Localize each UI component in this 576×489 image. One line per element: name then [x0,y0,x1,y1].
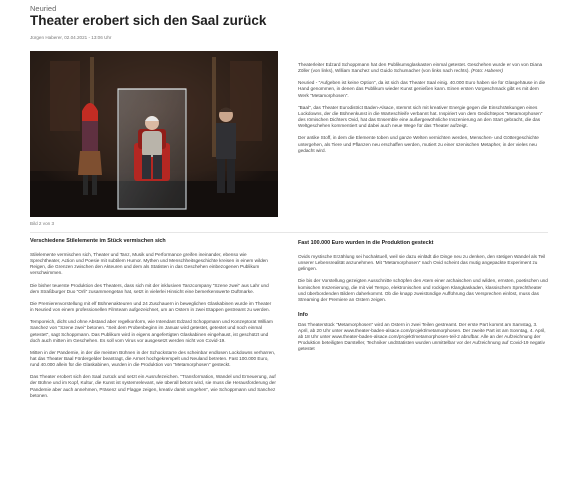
info-paragraph: Das Theaterstück "Metamorphosen" wird an Ostern in zwei Teilen gestreamt. Der erste Part kommt am Samstag, 3. April, ab 20 Uhr unter www.theater-baden-alsace.com/projekt/metamorphosen. Der zweite Part ist am Sonntag, 4. April, ab 18 Uhr unter www.theater-baden-alsace.com/projekt/metamorphosen-teil-2 abrufbar. Alle an der Aufzeichnung der Produktion beteiligten Darsteller, Techniker undStatisten wurden unmittelbar vor der Aufzeichnung auf Covid-19 negativ getestet [298,321,546,352]
left-article-column [30,238,276,405]
intro-paragraph-1: Neuried - "Aufgeben ist keine Option", da ist sich das Theater Saal einig. 40.000 Euro haben sie für Glasgehäuse in die Hand genommen, in denen das Publikum wieder Kunst genießen kann. Einen ersten Vorgeschmack gibt es mit dem Werk "Metamorphosen". [298,80,546,98]
body-paragraph: Temporeich, dicht und ohne Abstand aber regelkonform, wie Intendant Edzard Schoppmann und Konzeptorat William Sanchez von "Szene zwei" betonen. "Seit dem Probenbeginn im Januar wird getestet, getestet und noch einmal getestet", sagt Schoppmann. Das Publikum wird in eigens angefertigten Glaskabinen eingehaust, ist geschützt und doch auch mitten im Geschehen. Es soll vom Virus vor ausgesetzt werden nicht von Covid-19. [30,319,273,343]
article-photo[interactable] [30,51,278,217]
stage-photo-illustration [30,51,278,217]
intro-paragraph-3: Der antike Stoff, in dem die Elemente toben und ganze Welten vernichten werden, Menschen- und Göttergeschichte untergehen, als Tiere und Pflanzen neu erschaffen werden, mutiert zu einer szenischen Metapher, in der vieles neu gedacht wird. [298,135,539,153]
body-paragraph: Mitten in der Pandemie, in der die meisten Bühnen in der Schockstarre des scheinbar endlosen Lockdowns verharren, hat das Theater Baal Fördergelder beantragt, die Armet hochgekrempelt und Neuland betreten. Fast 100.000 Euro, rund 40.000 allein für die Glaskabinen, wurden in die Produktion von "Metamorphosen" gesteckt. [30,349,276,368]
body-paragraph: Die Premierenvorstellung mit elf Bühnenakteuren und 24 Zuschauern in beweglichen Glaskabinen wurde im Theater in Neuried von einem professionellen Filmteam aufgezeichnet, um an Ostern in zwei Etappen gestreamt zu werden. [30,300,272,313]
right-article-column [298,240,548,359]
body-paragraph: Die bisher teuerste Produktion des Theaters, dass sich mit der inklusiven Tanzcompany "Szene zwei" aus Lahr und dem Straßburger Duo "Orli" zusammengetan hat, setzt in vielerlei Hinsicht eine bemerkenswerte Duftmarke. [30,282,269,294]
image-counter: Bild 2 von 3 [30,221,55,226]
section-divider [30,232,548,233]
body-paragraph: Stilelemente vermischen sich, Theater und Tanz, Musik und Performance greifen ineinander, ebenso wie Sprechtheater, Action und Poesie mit subtilem Humor. Mythen und Menschheitsgeschichte kreisen in einem wilden Reigen, die Grenzen zwischen den Akteuren und dem als Statisten in das Geschehen einbezogenen Publikum verschwimmen. [30,252,268,276]
article-byline: Jürgen Haberer, 02.04.2021 - 13:06 Uhr [30,35,112,40]
body-paragraph: Ovids mystische Erzählung sei hochaktuell, weil sie dazu einlädt die Dinge neu zu denken, den stetigen Wandel als Teil unserer Lebensrealität anzunehmen. Mit "Metamorphosen" nach Ovid scheint das mutig angepackte Experiment zu gelingen. [298,254,546,272]
photo-caption-text: Theaterleiter Edzard Schoppmann hat den Publikumsglaskasten einmal getestet. Geschehen wurde er von von Diana Zöller (von links), William Sanchez und Guido Schumacher (von links nach rechts). [298,62,543,74]
section-heading-left: Verschiedene Stilelemente im Stück vermischen sich [30,238,166,244]
intro-column [298,62,548,160]
section-heading-right: Fast 100.000 Euro wurden in die Produktion gesteckt [298,240,434,246]
body-paragraph: Das Theater erobert sich den Saal zurück und setzt ein Ausrufezeichen. "Transformation, Wandel und Erneuerung, auf der Bühne und im Kopf, Kultur, die Kunst ist systemrelevant, wie überall betont wird, sie muss die Herausforderung der Pandemie aber auch annehmen, Präsenz und Flagge zeigen, kreativ damit umgehen", wie Schoppmann und Sanchez betonen. [30,374,276,398]
article-kicker: Neuried [30,4,57,13]
body-paragraph: Die bis der Vorstellung gezeigten Ausschnitte schöpfen den Atem einer archaischen und wilden, ernsten, poetischen und komischen Inszenierung, die mit viel Tempo, elektronischen und rockigen Klangkaskaden, klassischem Sprechtheater und überbordenden Bildern daherkommt. Ob die knapp zweistündige Aufführung das Versprechen einlöst, muss das Streaming der Premiere an Ostern zeigen. [298,278,548,302]
photo-caption [298,62,548,74]
intro-paragraph-2: "Baal", das Theater Eurodistrict Baden-Alsace, stemmt sich mit kreativer Energie gegen die Einschränkungen eines Lockdowns, der die Bühnenkunst in die Warteschleife verbannt hat. Inspiriert von dem Gedichtepos "Metamorphosen" des römischen Dichters Ovid, hat das Ensemble eine außergewöhnliche Inszenierung an den Start gebracht, die das Weltgeschehen kommentiert und dabei auch neue Wege für das Theater aufzeigt. [298,104,543,129]
info-heading: Info [298,311,308,318]
article-title: Theater erobert sich den Saal zurück [30,13,267,28]
photo-credit: (Foto: Haberer) [471,68,504,74]
